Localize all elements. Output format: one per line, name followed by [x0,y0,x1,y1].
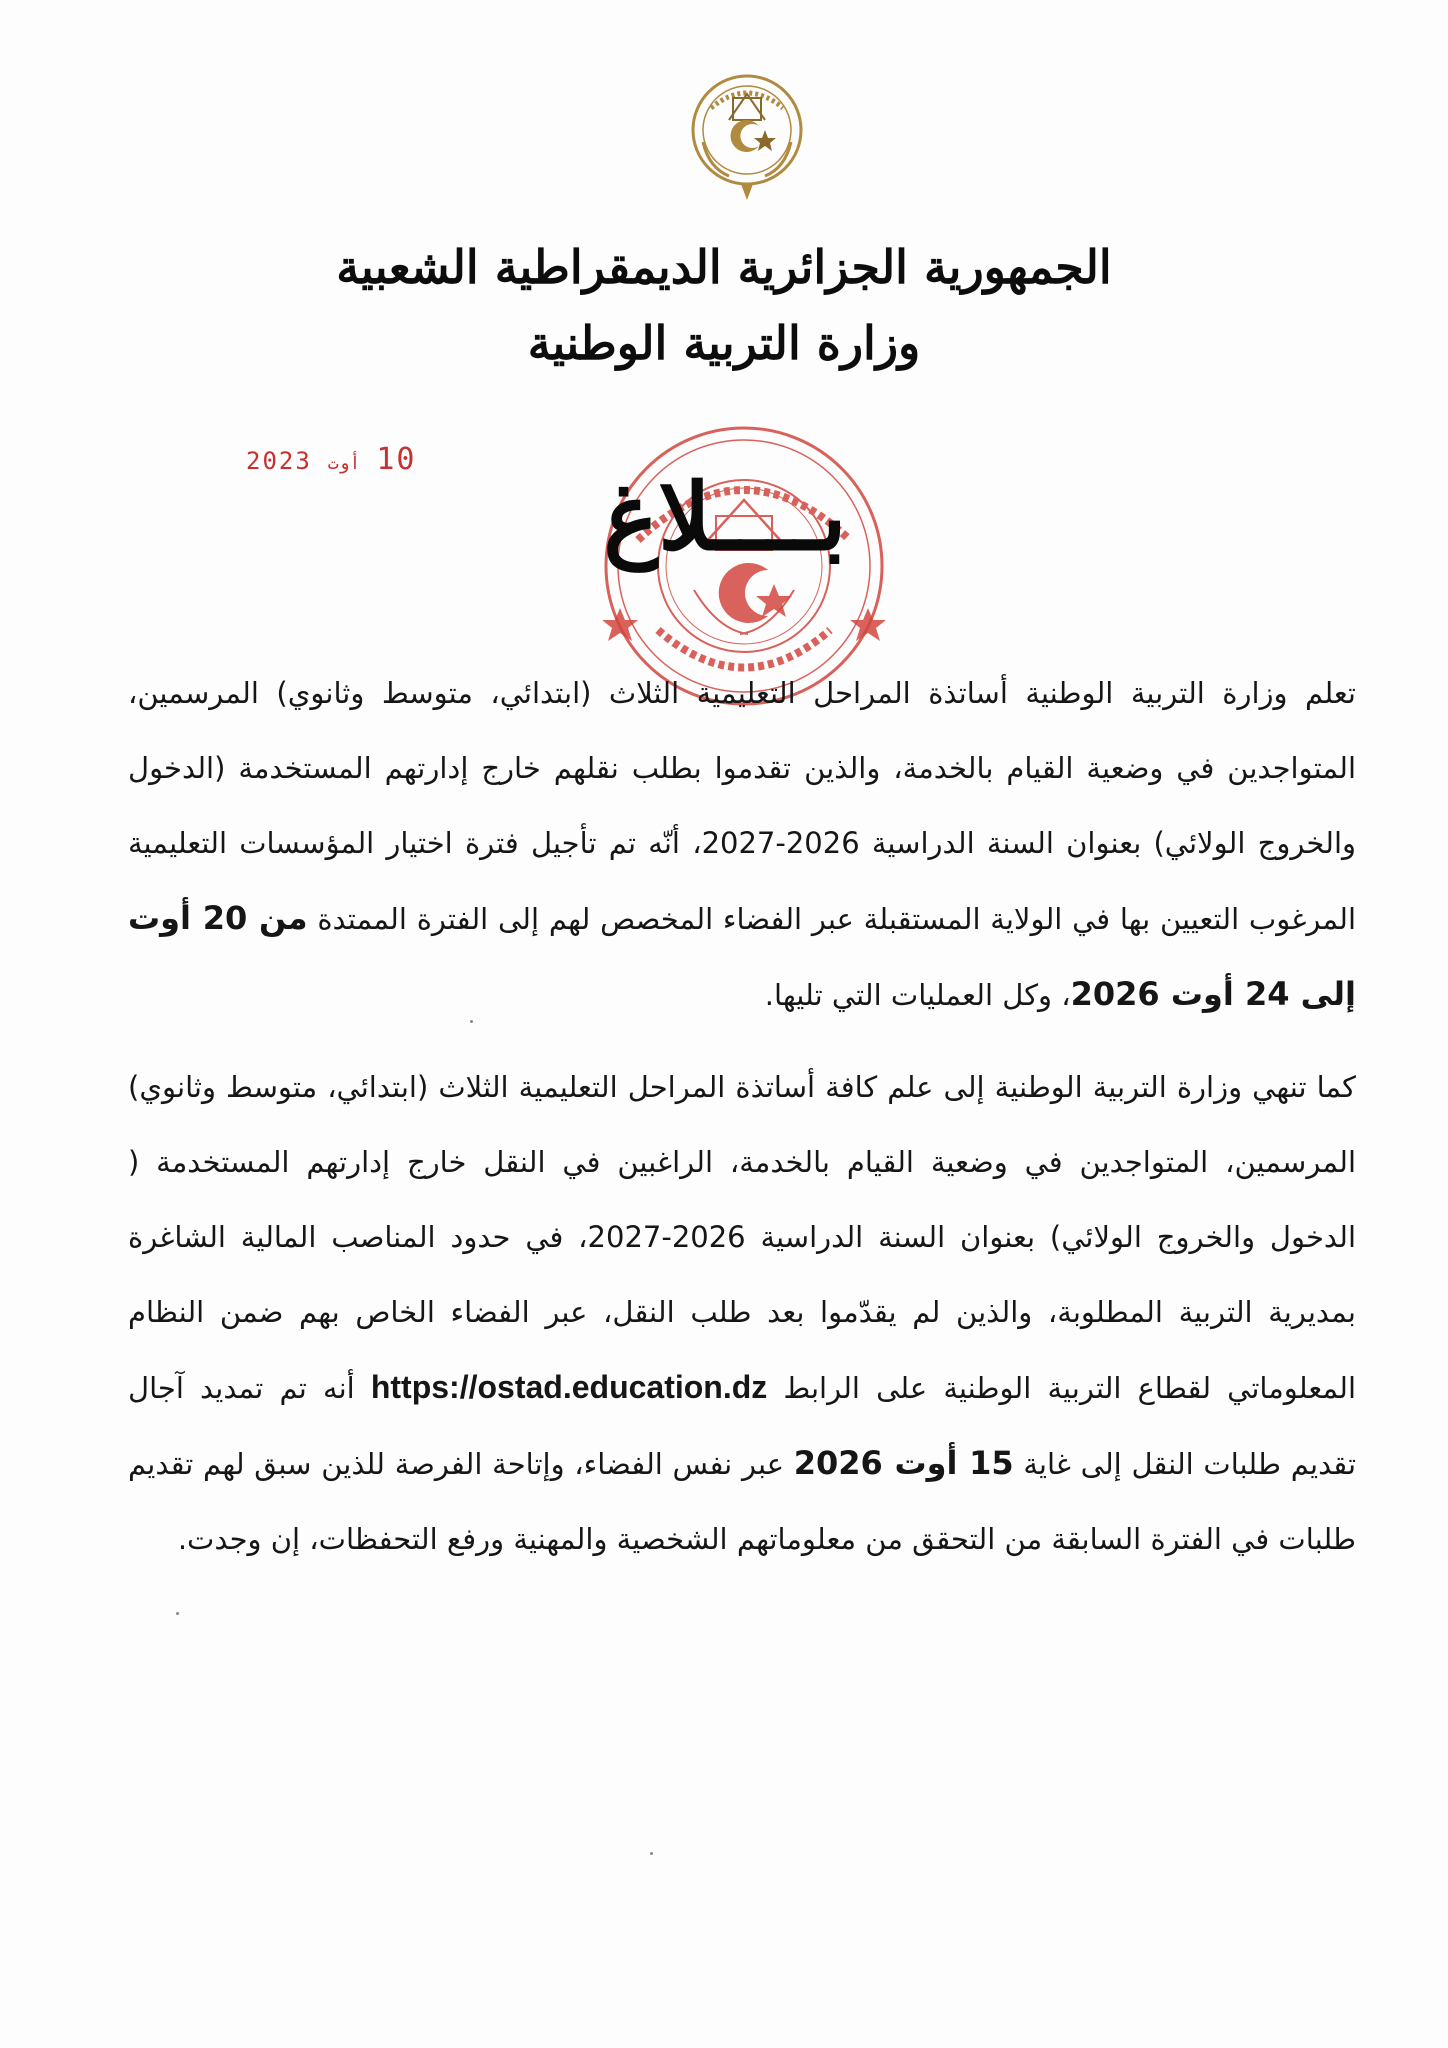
scan-speck [470,1020,473,1023]
paragraph1-ending: ، وكل العمليات التي تليها. [764,978,1071,1012]
announcement-title: بــــلاغ [603,463,847,571]
republic-name: الجمهورية الجزائرية الديمقراطية الشعبية [336,240,1112,294]
date-stamp-day: 10 [376,442,417,477]
paragraph-extension [128,1050,1356,1577]
platform-link[interactable]: https://ostad.education.dz [370,1369,768,1405]
date-stamp-year: 2023 [246,447,312,475]
paragraph2-deadline: 15 أوت 2026 [793,1444,1014,1482]
algeria-state-emblem-icon [689,68,805,202]
paragraph-postponement [128,656,1356,1033]
paragraph1-text: تعلم وزارة التربية الوطنية أساتذة المراحل التعليمية الثلاث (ابتدائي، متوسط وثانوي) المرسمين، المتواجدين في وضعية القيام بالخدمة، والذين تقدموا بطلب نقلهم خارج إدارتهم المستخدمة (الدخول والخروج الولائي) بعنوان السنة الدراسية 2026-2027، أنّه تم تأجيل فترة اختيار المؤسسات التعليمية المرغوب التعيين بها في الولاية المستقبلة عبر الفضاء المخصص لهم إلى الفترة الممتدة [128,676,1357,936]
paragraph2-text: كما تنهي وزارة التربية الوطنية إلى علم كافة أساتذة المراحل التعليمية الثلاث (ابتدائي، متوسط وثانوي) المرسمين، المتواجدين في وضعية القيام بالخدمة، الراغبين في النقل خارج إدارتهم المستخدمة ( الدخول والخروج الولائي) بعنوان السنة الدراسية 2026-2027، في حدود المناصب المالية الشاغرة بمديرية التربية المطلوبة، والذين لم يقدّموا بعد طلب النقل، عبر الفضاء الخاص بهم ضمن النظام المعلوماتي لقطاع التربية الوطنية على الرابط [128,1070,1357,1405]
scan-speck [650,1852,653,1855]
paragraph2-ending: عبر نفس الفضاء، وإتاحة الفرصة للذين سبق لهم تقديم طلبات في الفترة السابقة من التحقق من معلوماتهم الشخصية والمهنية ورفع التحفظات، إن وجدت. [128,1447,1356,1556]
date-stamp-month: أوت [327,453,361,474]
date-stamp [246,442,416,477]
ministry-name: وزارة التربية الوطنية [527,316,921,370]
scan-speck [176,1612,179,1615]
paragraph2-extension: أنه تم تمديد آجال تقديم طلبات النقل إلى غاية [128,1371,1357,1481]
paragraph1-period: من 20 أوت إلى 24 أوت 2026 [128,899,1356,1013]
